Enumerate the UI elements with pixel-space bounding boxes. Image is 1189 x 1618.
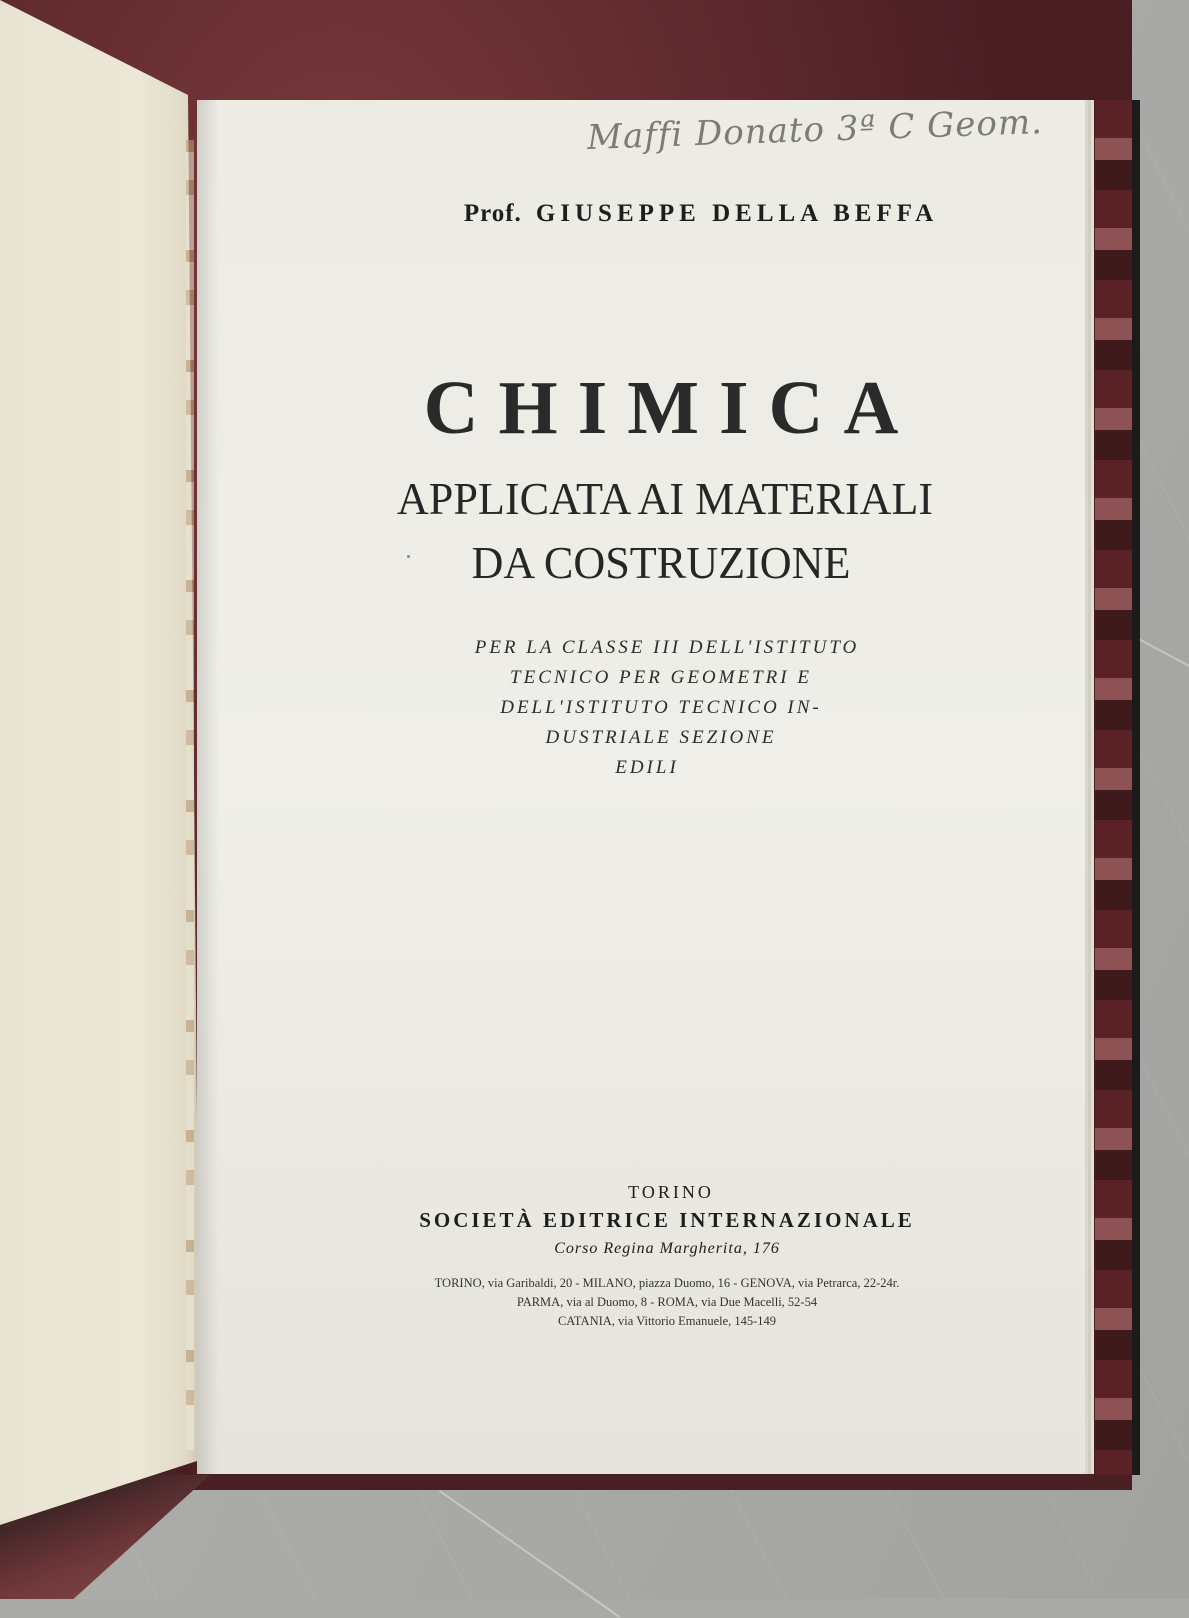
description-line: DELL'ISTITUTO TECNICO IN-: [500, 697, 822, 718]
imprint-branch-line: PARMA, via al Duomo, 8 - ROMA, via Due Macelli, 52-54: [516, 1295, 818, 1309]
left-page-binding-edge: [186, 140, 194, 1450]
book-subtitle-line-1: APPLICATA AI MATERIALI: [396, 473, 934, 524]
imprint-city: TORINO: [628, 1182, 714, 1202]
paper-speck: [407, 555, 410, 558]
author-prefix: Prof.: [463, 200, 522, 227]
book-cover-edge: [1095, 100, 1140, 1475]
title-page: [197, 100, 1085, 1474]
imprint-address: Corso Regina Margherita, 176: [554, 1240, 780, 1257]
description-line: PER LA CLASSE III DELL'ISTITUTO: [474, 637, 860, 658]
author-name: GIUSEPPE DELLA BEFFA: [535, 200, 939, 227]
imprint-branch-line: TORINO, via Garibaldi, 20 - MILANO, piazza Duomo, 16 - GENOVA, via Petrarca, 22-24r.: [434, 1276, 900, 1290]
description-line: DUSTRIALE SEZIONE: [545, 727, 777, 748]
book-title: CHIMICA: [423, 366, 919, 450]
imprint-publisher: SOCIETÀ EDITRICE INTERNAZIONALE: [419, 1208, 915, 1232]
description-line: EDILI: [615, 757, 679, 778]
imprint-branch-line: CATANIA, via Vittorio Emanuele, 145-149: [557, 1314, 777, 1328]
handwritten-inscription: Maffi Donato 3ª C Geom.: [586, 102, 1044, 158]
author-line: [257, 200, 1145, 228]
book-subtitle-line-2: DA COSTRUZIONE: [471, 537, 851, 588]
left-page: [0, 0, 200, 1525]
description-line: TECNICO PER GEOMETRI E: [510, 667, 812, 688]
gutter-shadow: [197, 100, 219, 1474]
